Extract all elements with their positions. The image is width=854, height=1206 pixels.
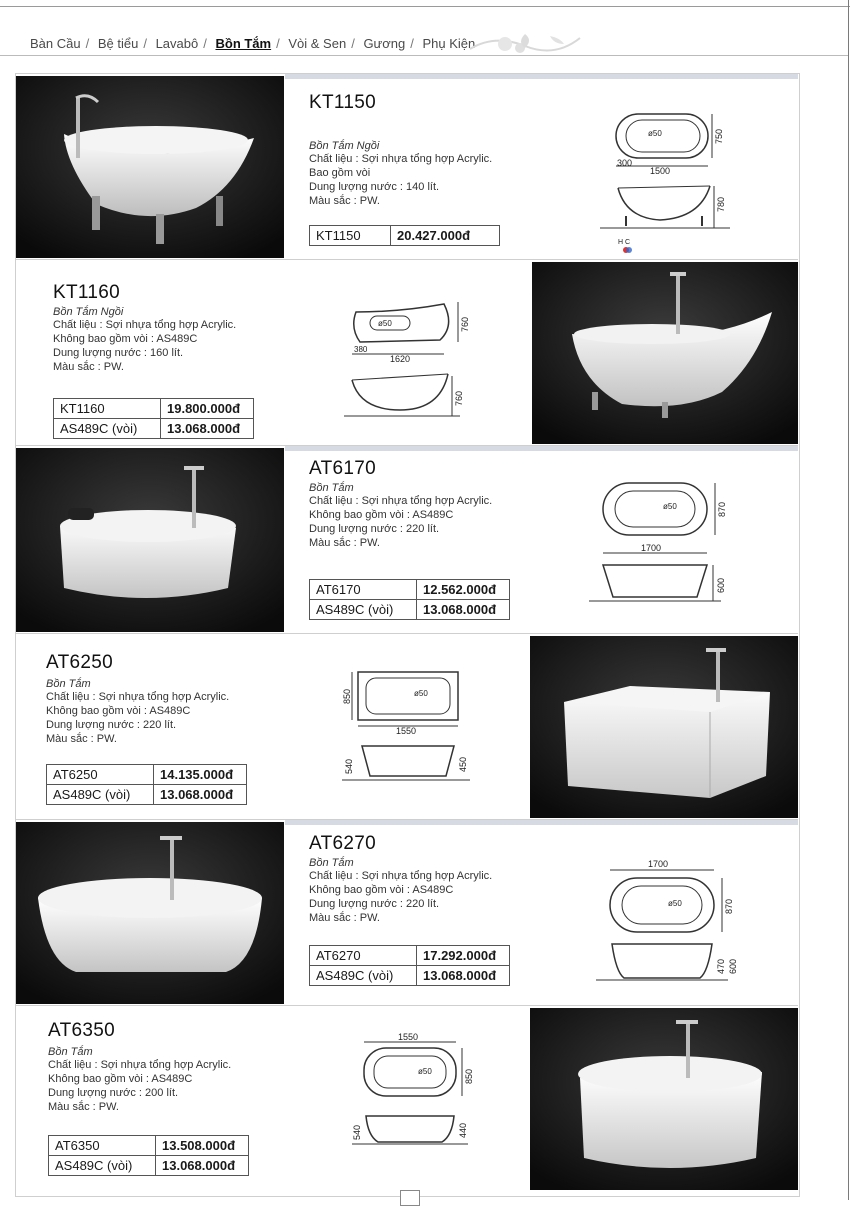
product-photo-kt1150 [16, 76, 284, 258]
spec-line: Chất liệu : Sợi nhựa tổng hợp Acrylic. [48, 1059, 232, 1071]
product-photo-at6170 [16, 448, 284, 632]
product-info-at6170 [309, 458, 539, 550]
dimension-drawing-at6250 [338, 664, 478, 794]
dimension-drawing-at6170 [585, 475, 735, 610]
spec-line: Không bao gồm vòi : AS489C [309, 509, 454, 521]
spec-line: Màu sắc : PW. [309, 537, 380, 549]
drain-label: ø50 [414, 689, 428, 698]
section-divider [15, 1005, 798, 1006]
nav-item-bon-tam[interactable]: Bồn Tắm [215, 36, 272, 51]
price-row [54, 399, 254, 419]
width-label: 850 [342, 688, 352, 704]
product-info-kt1150 [309, 92, 539, 208]
product-code: KT1150 [309, 92, 376, 113]
price-value: 17.292.000đ [417, 946, 510, 966]
spec-line: Không bao gồm vòi : AS489C [53, 333, 198, 345]
height-inner-label: 470 [716, 958, 726, 974]
price-row [49, 1136, 249, 1156]
drain-label: ø50 [378, 319, 392, 328]
section-bar [285, 74, 798, 79]
width-label: 850 [464, 1068, 474, 1084]
nav-separator: / [351, 36, 355, 51]
page-number-box [400, 1190, 420, 1206]
price-table-kt1160 [53, 398, 254, 439]
price-row [310, 600, 510, 620]
product-info-at6250 [46, 652, 276, 746]
section-divider [15, 259, 798, 260]
product-type: Bồn Tắm [46, 678, 91, 690]
nav-separator: / [410, 36, 414, 51]
price-item: AS489C (vòi) [47, 785, 154, 805]
price-item: AS489C (vòi) [310, 600, 417, 620]
product-code: AT6170 [309, 458, 376, 479]
product-photo-at6350 [530, 1008, 798, 1190]
length-label: 1500 [650, 166, 671, 176]
spec-line: Chất liệu : Sợi nhựa tổng hợp Acrylic. [309, 870, 493, 882]
offset-label: 300 [617, 158, 633, 168]
hot-cold-label: H C [618, 239, 631, 246]
product-type: Bồn Tắm Ngồi [309, 140, 380, 152]
price-item: AT6270 [310, 946, 417, 966]
width-label: 870 [724, 898, 734, 914]
price-row [54, 419, 254, 439]
product-type: Bồn Tắm [48, 1046, 93, 1058]
nav-item-ban-cau[interactable]: Bàn Cầu [30, 36, 81, 51]
price-item: AT6250 [47, 765, 154, 785]
spec-line: Màu sắc : PW. [46, 733, 117, 745]
price-value: 20.427.000đ [391, 226, 500, 246]
width-label: 760 [460, 316, 470, 332]
price-row [310, 226, 500, 246]
spec-line: Dung lượng nước : 200 lít. [48, 1087, 179, 1099]
spec-line: Chất liệu : Sợi nhựa tổng hợp Acrylic. [46, 691, 230, 703]
product-code: AT6250 [46, 652, 113, 673]
product-type: Bồn Tắm Ngồi [53, 306, 124, 318]
price-value: 13.068.000đ [417, 966, 510, 986]
drain-label: ø50 [668, 899, 682, 908]
price-row [47, 785, 247, 805]
nav-separator: / [276, 36, 280, 51]
product-info-kt1160 [53, 282, 283, 374]
price-value: 13.068.000đ [161, 419, 254, 439]
top-border [0, 6, 850, 7]
height-label: 540 [352, 1124, 362, 1140]
nav-underline [0, 55, 848, 56]
spec-line: Dung lượng nước : 220 lít. [46, 719, 177, 731]
nav-separator: / [143, 36, 147, 51]
length-label: 1700 [648, 859, 669, 869]
height-label: 780 [716, 196, 726, 212]
height-inner-label: 440 [458, 1122, 468, 1138]
spec-line: Không bao gồm vòi : AS489C [46, 705, 191, 717]
price-row [310, 946, 510, 966]
spec-line: Dung lượng nước : 220 lít. [309, 523, 440, 535]
drain-label: ø50 [418, 1067, 432, 1076]
price-item: AT6170 [310, 580, 417, 600]
floral-ornament-icon [465, 24, 585, 64]
section-bar [285, 446, 798, 451]
spec-line: Màu sắc : PW. [309, 912, 380, 924]
offset-label: 380 [354, 345, 368, 354]
length-label: 1700 [641, 543, 662, 553]
category-nav [30, 36, 475, 51]
dimension-drawing-at6350 [348, 1032, 478, 1152]
drain-label: ø50 [663, 502, 677, 511]
price-item: AS489C (vòi) [310, 966, 417, 986]
height-label: 540 [344, 758, 354, 774]
height-label: 600 [728, 958, 738, 974]
price-table-at6350 [48, 1135, 249, 1176]
spec-line: Màu sắc : PW. [53, 361, 124, 373]
product-code: AT6270 [309, 833, 376, 854]
drain-label: ø50 [648, 129, 662, 138]
width-label: 750 [714, 128, 724, 144]
price-item: AS489C (vòi) [54, 419, 161, 439]
dimension-drawing-at6270 [592, 856, 742, 986]
length-label: 1550 [396, 726, 417, 736]
product-code: KT1160 [53, 282, 120, 303]
price-value: 13.508.000đ [156, 1136, 249, 1156]
product-photo-at6270 [16, 822, 284, 1004]
product-photo-at6250 [530, 636, 798, 818]
section-divider [15, 633, 798, 634]
nav-item-voi-sen[interactable]: Vòi & Sen [288, 36, 347, 51]
price-row [47, 765, 247, 785]
spec-line: Chất liệu : Sợi nhựa tổng hợp Acrylic. [309, 495, 493, 507]
dimension-drawing-kt1160 [340, 292, 480, 432]
price-value: 13.068.000đ [417, 600, 510, 620]
price-item: AT6350 [49, 1136, 156, 1156]
price-row [49, 1156, 249, 1176]
nav-separator: / [85, 36, 90, 51]
spec-line: Chất liệu : Sợi nhựa tổng hợp Acrylic. [309, 153, 493, 165]
right-border [848, 0, 849, 1200]
price-item: KT1150 [310, 226, 391, 246]
product-code: AT6350 [48, 1020, 115, 1041]
nav-item-lavabo[interactable]: Lavabô [155, 36, 199, 51]
spec-line: Bao gồm vòi [309, 167, 371, 179]
length-label: 1550 [398, 1032, 419, 1042]
spec-line: Dung lượng nước : 140 lít. [309, 181, 440, 193]
height-inner-label: 450 [458, 756, 468, 772]
price-value: 12.562.000đ [417, 580, 510, 600]
spec-line: Màu sắc : PW. [309, 195, 380, 207]
nav-item-guong[interactable]: Gương [363, 36, 406, 51]
spec-line: Chất liệu : Sợi nhựa tổng hợp Acrylic. [53, 319, 237, 331]
price-table-at6250 [46, 764, 247, 805]
price-row [310, 580, 510, 600]
nav-item-be-tieu[interactable]: Bệ tiểu [97, 36, 139, 51]
nav-separator: / [203, 36, 207, 51]
spec-line: Dung lượng nước : 160 lít. [53, 347, 184, 359]
spec-line: Dung lượng nước : 220 lít. [309, 898, 440, 910]
product-info-at6350 [48, 1020, 278, 1114]
spec-line: Không bao gồm vòi : AS489C [48, 1073, 193, 1085]
price-row [310, 966, 510, 986]
price-table-at6270 [309, 945, 510, 986]
price-value: 14.135.000đ [154, 765, 247, 785]
width-label: 870 [717, 501, 727, 517]
height-label: 760 [454, 390, 464, 406]
length-label: 1620 [390, 354, 411, 364]
price-item: KT1160 [54, 399, 161, 419]
product-type: Bồn Tắm [309, 857, 354, 869]
spec-line: Màu sắc : PW. [48, 1101, 119, 1113]
price-table-kt1150 [309, 225, 500, 246]
height-label: 600 [716, 577, 726, 593]
price-value: 19.800.000đ [161, 399, 254, 419]
price-value: 13.068.000đ [156, 1156, 249, 1176]
price-table-at6170 [309, 579, 510, 620]
price-item: AS489C (vòi) [49, 1156, 156, 1176]
nav-item-phu-kien[interactable]: Phụ Kiện [422, 36, 476, 51]
product-info-at6270 [309, 833, 539, 925]
spec-line: Không bao gồm vòi : AS489C [309, 884, 454, 896]
product-photo-kt1160 [532, 262, 798, 444]
price-value: 13.068.000đ [154, 785, 247, 805]
product-type: Bồn Tắm [309, 482, 354, 494]
section-bar [285, 820, 798, 825]
dimension-drawing-kt1150 [590, 100, 740, 255]
